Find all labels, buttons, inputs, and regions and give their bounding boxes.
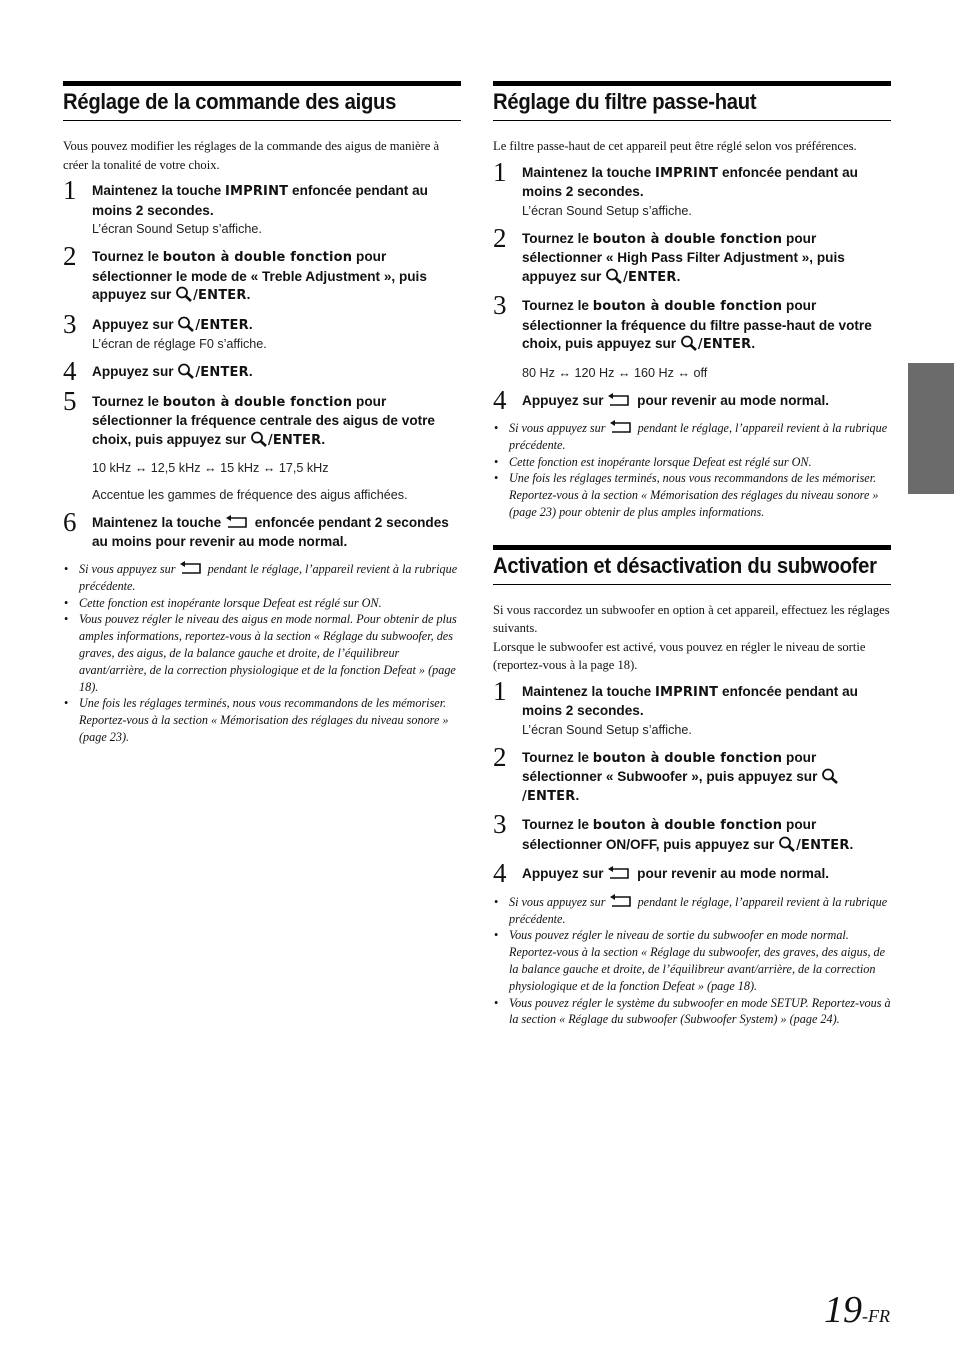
intro-text: Vous pouvez modifier les réglages de la commande des aigus de manière à créer la tonalité de votre choix. xyxy=(63,139,440,172)
step-2 xyxy=(493,222,891,288)
step-instruction: Appuyez sur pour revenir au mode normal. xyxy=(522,866,830,882)
step-number: 3 xyxy=(63,308,77,339)
step-1 xyxy=(63,175,461,238)
step-number: 2 xyxy=(493,741,507,772)
step-instruction: Tournez le bouton à double fonction pour sélectionner « Subwoofer », puis appuyez sur /ENTER. xyxy=(522,749,891,807)
step-4 xyxy=(493,858,891,889)
step-number: 6 xyxy=(63,507,77,537)
step-2 xyxy=(63,241,461,306)
step-subtext: L’écran Sound Setup s’affiche. xyxy=(522,722,692,737)
note-item: • Cette fonction est inopérante lorsque Defeat est réglé sur ON. xyxy=(63,595,461,612)
magnifier-icon xyxy=(175,286,193,302)
magnifier-icon xyxy=(605,268,623,284)
return-arrow-icon xyxy=(609,894,635,908)
step-3 xyxy=(493,290,891,382)
step-6 xyxy=(63,507,461,551)
section-title: Réglage de la commande des aigus xyxy=(63,89,397,114)
note-item: • Vous pouvez régler le niveau des aigus en mode normal. Pour obtenir de plus amples informations, reportez-vous à la section « Réglage du subwoofer, des graves, des aigus, de la balance gauche et droite, de l’équilibreur avant/arrière, de la correction physiologique et de la fonction Defeat » (page 18). xyxy=(63,611,461,695)
note-item: • Cette fonction est inopérante lorsque Defeat est réglé sur ON. xyxy=(493,454,891,471)
intro-text: Lorsque le subwoofer est activé, vous pouvez en régler le niveau de sortie (reportez-vous à la page 18). xyxy=(493,639,866,673)
step-instruction: Tournez le bouton à double fonction pour sélectionner « High Pass Filter Adjustment », puis appuyez sur /ENTER. xyxy=(522,230,845,285)
magnifier-icon xyxy=(177,363,195,379)
magnifier-icon xyxy=(778,836,796,852)
notes-list xyxy=(63,561,461,746)
step-number: 1 xyxy=(493,675,507,706)
magnifier-icon xyxy=(250,431,268,447)
magnifier-icon xyxy=(680,335,698,351)
step-3 xyxy=(63,308,461,354)
step-subtext: L’écran Sound Setup s’affiche. xyxy=(92,222,262,236)
left-column xyxy=(63,81,461,746)
section-title: Activation et désactivation du subwoofer xyxy=(493,552,877,578)
return-arrow-icon xyxy=(225,515,251,529)
step-instruction: Tournez le bouton à double fonction pour sélectionner ON/OFF, puis appuyez sur /ENTER. xyxy=(522,817,854,853)
section-header-treble xyxy=(63,81,461,121)
step-number: 5 xyxy=(63,385,77,416)
step-4 xyxy=(493,384,891,415)
step-number: 1 xyxy=(493,156,507,187)
note-item: • Une fois les réglages terminés, nous vous recommandons de les mémoriser. Reportez-vous à la section « Mémorisation des réglages du niveau sonore » (page 23) pour obtenir de plus amples informations. xyxy=(493,470,891,520)
section-header-highpass xyxy=(493,81,891,121)
intro-text: Si vous raccordez un subwoofer en option à cet appareil, effectuez les réglages suivants. xyxy=(493,602,890,636)
chapter-tab xyxy=(908,363,954,494)
step-number: 1 xyxy=(63,175,77,205)
step-1 xyxy=(493,675,891,739)
note-item: • Vous pouvez régler le niveau de sortie du subwoofer en mode normal. Reportez-vous à la section « Réglage du subwoofer, des graves, des aigus, de la balance gauche et droite, de l’équilibreur avant/arrière, de la correction physiologique et de la fonction Defeat » (page 18). xyxy=(493,927,891,994)
step-instruction: Appuyez sur /ENTER. xyxy=(92,364,253,380)
step-1 xyxy=(493,156,891,220)
return-arrow-icon xyxy=(607,393,633,407)
step-instruction: Maintenez la touche IMPRINT enfoncée pendant au moins 2 secondes. xyxy=(522,164,858,199)
step-number: 4 xyxy=(493,384,507,415)
notes-list xyxy=(493,894,891,1028)
return-arrow-icon xyxy=(609,420,635,434)
notes-list xyxy=(493,420,891,521)
step-subtext: L’écran de réglage F0 s’affiche. xyxy=(92,337,267,351)
note-item: • Si vous appuyez sur pendant le réglage, l’appareil revient à la rubrique précédente. xyxy=(493,420,891,454)
note-item: • Si vous appuyez sur pendant le réglage, l’appareil revient à la rubrique précédente. xyxy=(63,561,461,595)
step-instruction: Tournez le bouton à double fonction pour sélectionner la fréquence du filtre passe-haut de votre choix, puis appuyez sur /ENTER. xyxy=(522,298,872,352)
section-title: Réglage du filtre passe-haut xyxy=(493,89,757,114)
step-number: 2 xyxy=(493,222,507,253)
return-arrow-icon xyxy=(179,561,205,575)
step-number: 3 xyxy=(493,809,507,840)
section-header-subwoofer xyxy=(493,545,891,585)
step-3 xyxy=(493,809,891,855)
step-number: 4 xyxy=(493,858,507,889)
frequency-options: 80 Hz ↔ 120 Hz ↔ 160 Hz ↔ off xyxy=(522,365,708,380)
step-instruction: Tournez le bouton à double fonction pour sélectionner le mode de « Treble Adjustment », puis appuyez sur /ENTER. xyxy=(92,249,427,303)
step-4 xyxy=(63,356,461,386)
right-column xyxy=(493,81,891,1028)
step-number: 4 xyxy=(63,356,77,386)
step-subtext: Accentue les gammes de fréquence des aigus affichées. xyxy=(92,488,408,502)
step-instruction: Maintenez la touche enfoncée pendant 2 secondes au moins pour revenir au mode normal. xyxy=(92,515,449,549)
frequency-options: 10 kHz ↔ 12,5 kHz ↔ 15 kHz ↔ 17,5 kHz xyxy=(92,461,329,475)
step-subtext: L’écran Sound Setup s’affiche. xyxy=(522,203,692,218)
step-instruction: Maintenez la touche IMPRINT enfoncée pendant au moins 2 secondes. xyxy=(522,683,858,719)
step-instruction: Tournez le bouton à double fonction pour sélectionner la fréquence centrale des aigus de votre choix, puis appuyez sur /ENTER. xyxy=(92,393,435,448)
return-arrow-icon xyxy=(607,866,633,880)
note-item: • Si vous appuyez sur pendant le réglage, l’appareil revient à la rubrique précédente. xyxy=(493,894,891,928)
step-instruction: Appuyez sur pour revenir au mode normal. xyxy=(522,392,830,408)
step-instruction: Maintenez la touche IMPRINT enfoncée pendant au moins 2 secondes. xyxy=(92,183,428,218)
note-item: • Une fois les réglages terminés, nous vous recommandons de les mémoriser. Reportez-vous à la section « Mémorisation des réglages du niveau sonore » (page 23). xyxy=(63,695,461,745)
magnifier-icon xyxy=(177,316,195,332)
step-instruction: Appuyez sur /ENTER. xyxy=(92,316,253,333)
step-number: 3 xyxy=(493,290,507,320)
intro-text: Le filtre passe-haut de cet appareil peut être réglé selon vos préférences. xyxy=(493,139,857,153)
note-item: • Vous pouvez régler le système du subwoofer en mode SETUP. Reportez-vous à la section « Réglage du subwoofer (Subwoofer System) » (page 24). xyxy=(493,995,891,1029)
step-2 xyxy=(493,741,891,807)
magnifier-icon xyxy=(821,768,839,784)
step-number: 2 xyxy=(63,241,77,271)
step-5 xyxy=(63,385,461,505)
page-number: 19-FR xyxy=(824,1289,890,1331)
